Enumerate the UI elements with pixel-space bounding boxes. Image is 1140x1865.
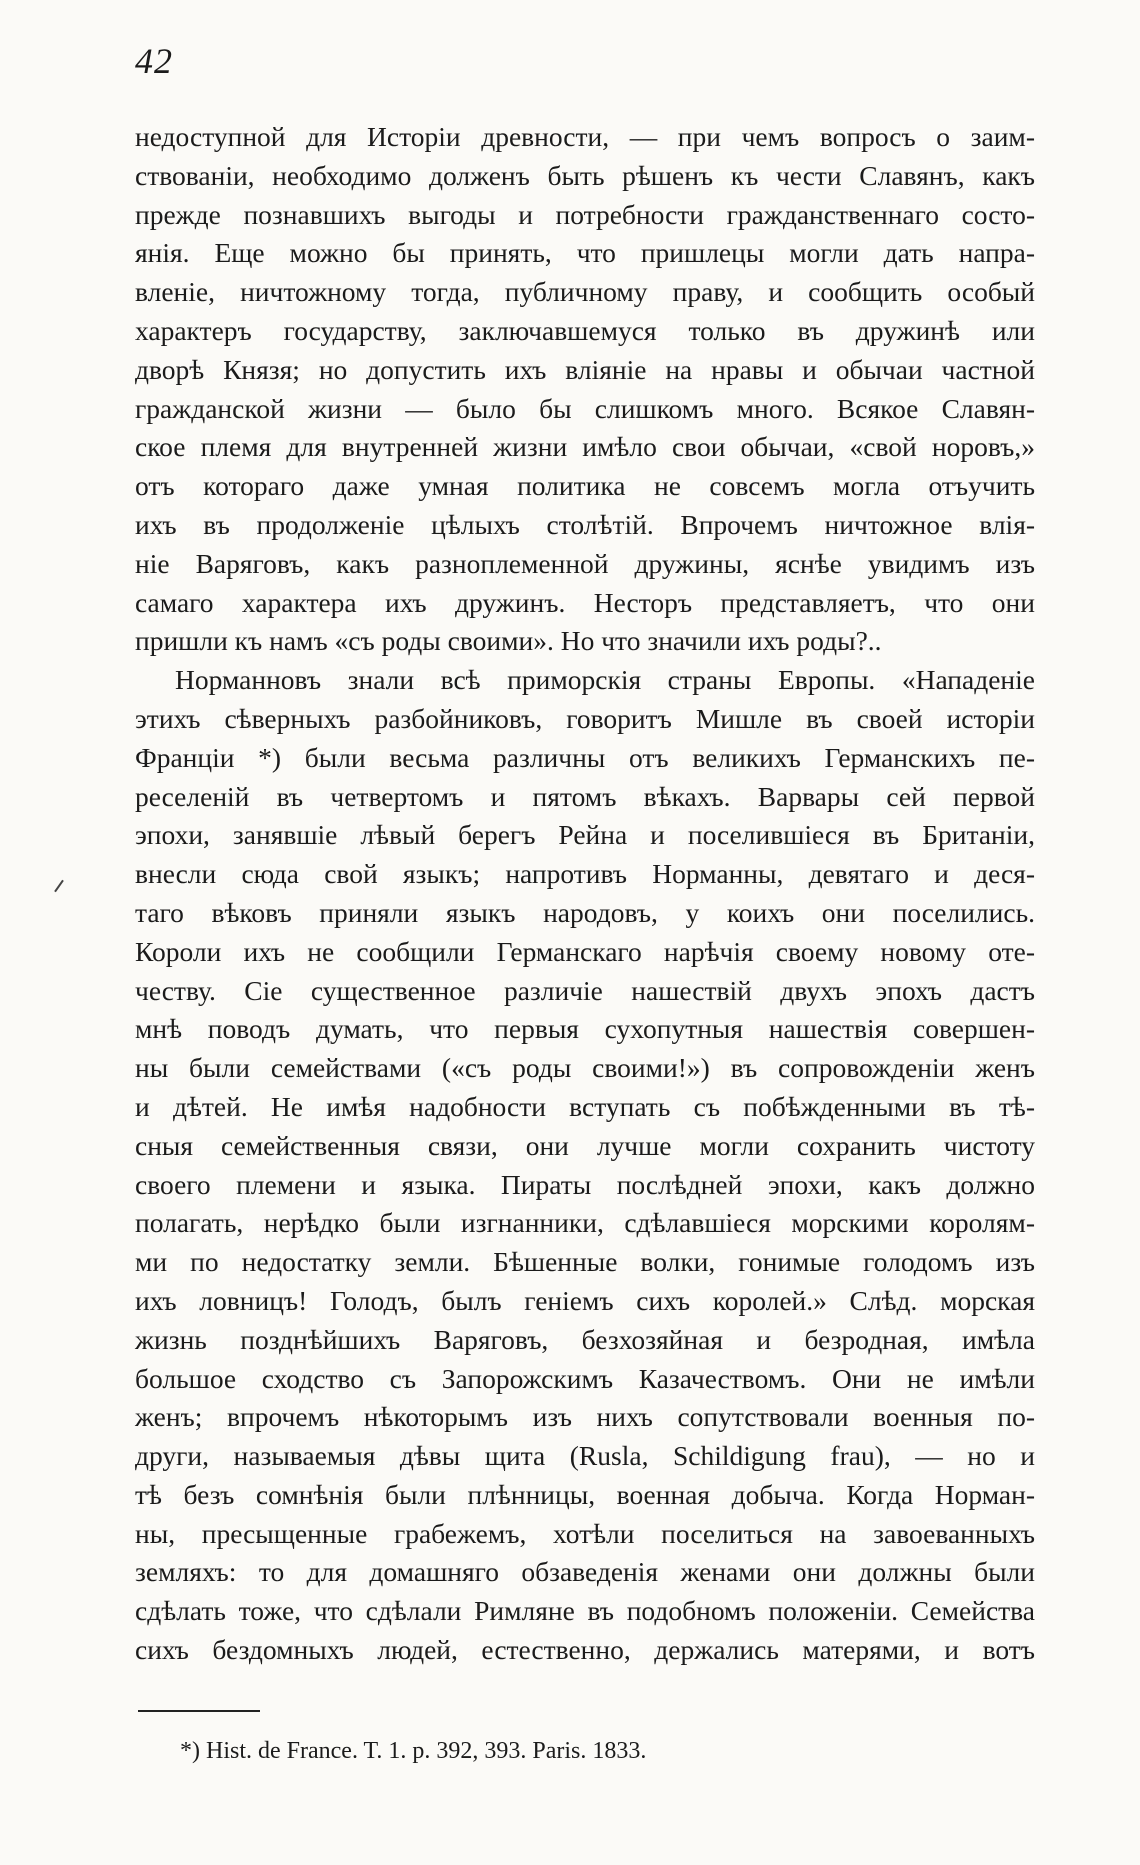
text-line: реселеній въ четвертомъ и пятомъ вѣкахъ. Варвары сей первой — [135, 780, 1035, 812]
text-line: гражданской жизни — было бы слишкомъ много. Всякое Славян- — [135, 392, 1035, 424]
text-line: ны, пресыщенные грабежемъ, хотѣли поселиться на завоеванныхъ — [135, 1517, 1035, 1549]
text-line: своего племени и языка. Пираты послѣдней эпохи, какъ должно — [135, 1168, 1035, 1200]
text-line: пришли къ намъ «съ роды своими». Но что значили ихъ роды?.. — [135, 625, 882, 657]
stray-ink-mark — [54, 880, 64, 893]
text-line: дворѣ Князя; но допустить ихъ вліяніе на нравы и обычаи частной — [135, 353, 1035, 385]
text-line: прежде познавшихъ выгоды и потребности гражданственнаго состо- — [135, 198, 1035, 230]
text-line: эпохи, занявшіе лѣвый берегъ Рейна и поселившіеся въ Британіи, — [135, 819, 1035, 851]
text-line: янія. Еще можно бы принять, что пришлецы могли дать напра- — [135, 237, 1035, 269]
text-line: женъ; впрочемъ нѣкоторымъ изъ нихъ сопутствовали военныя по- — [135, 1401, 1035, 1433]
footnote: *) Hist. de France. T. 1. p. 392, 393. Paris. 1833. — [180, 1738, 647, 1764]
text-line: земляхъ: то для домашняго обзаведенія женами они должны были — [135, 1556, 1035, 1588]
text-line: этихъ сѣверныхъ разбойниковъ, говоритъ Мишле въ своей исторіи — [135, 702, 1035, 734]
text-line: ми по недостатку земли. Бѣшенные волки, гонимые голодомъ изъ — [135, 1246, 1035, 1278]
text-line: честву. Сіе существенное различіе нашествій двухъ эпохъ дастъ — [135, 974, 1035, 1006]
text-line: ихъ въ продолженіе цѣлыхъ столѣтій. Впрочемъ ничтожное влія- — [135, 508, 1035, 540]
page-number: 42 — [135, 41, 173, 81]
text-line: характеръ государству, заключавшемуся только въ дружинѣ или — [135, 314, 1035, 346]
text-line: други, называемыя дѣвы щита (Rusla, Schildigung frau), — но и — [135, 1440, 1035, 1472]
text-line: полагать, нерѣдко были изгнанники, сдѣлавшіеся морскими королям- — [135, 1207, 1035, 1239]
text-line: внесли сюда свой языкъ; напротивъ Норманны, девятаго и деся- — [135, 858, 1035, 890]
footnote-rule — [138, 1710, 260, 1712]
text-line: ны были семействами («съ роды своими!») въ сопровожденіи женъ — [135, 1052, 1035, 1084]
text-line: ніе Варяговъ, какъ разноплеменной дружины, яснѣе увидимъ изъ — [135, 547, 1035, 579]
text-line: Короли ихъ не сообщили Германскаго нарѣчія своему новому оте- — [135, 935, 1035, 967]
text-line: тѣ безъ сомнѣнія были плѣнницы, военная добыча. Когда Норман- — [135, 1478, 1035, 1510]
text-line: Франціи *) были весьма различны отъ великихъ Германскихъ пе- — [135, 741, 1035, 773]
text-line: самаго характера ихъ дружинъ. Несторъ представляетъ, что они — [135, 586, 1035, 618]
text-line: и дѣтей. Не имѣя надобности вступать съ побѣжденными въ тѣ- — [135, 1090, 1035, 1122]
text-line: жизнь позднѣйшихъ Варяговъ, безхозяйная и безродная, имѣла — [135, 1323, 1035, 1355]
text-line: ихъ ловницъ! Голодъ, былъ геніемъ сихъ королей.» Слѣд. морская — [135, 1284, 1035, 1316]
text-line: недоступной для Исторіи древности, — при чемъ вопросъ о заим- — [135, 121, 1035, 152]
text-line: вленіе, ничтожному тогда, публичному праву, и сообщить особый — [135, 276, 1035, 308]
text-line: большое сходство съ Запорожскимъ Казачествомъ. Они не имѣли — [135, 1362, 1035, 1394]
text-line: отъ котораго даже умная политика не совсемъ могла отъучить — [135, 470, 1035, 502]
text-line: Норманновъ знали всѣ приморскія страны Европы. «Нападеніе — [175, 664, 1035, 696]
text-line: ствованіи, необходимо долженъ быть рѣшенъ къ чести Славянъ, какъ — [135, 159, 1035, 191]
text-line: сныя семейственныя связи, они лучше могли сохранить чистоту — [135, 1129, 1035, 1161]
text-line: мнѣ поводъ думать, что первыя сухопутныя нашествія совершен- — [135, 1013, 1035, 1045]
body-text — [135, 118, 1035, 1670]
text-line: сихъ бездомныхъ людей, естественно, держались матерями, и вотъ — [135, 1634, 1035, 1666]
text-line: ское племя для внутренней жизни имѣло свои обычаи, «свой норовъ,» — [135, 431, 1035, 463]
text-line: таго вѣковъ приняли языкъ народовъ, у коихъ они поселились. — [135, 896, 1035, 928]
text-line: сдѣлать тоже, что сдѣлали Римляне въ подобномъ положеніи. Семейства — [135, 1595, 1035, 1627]
